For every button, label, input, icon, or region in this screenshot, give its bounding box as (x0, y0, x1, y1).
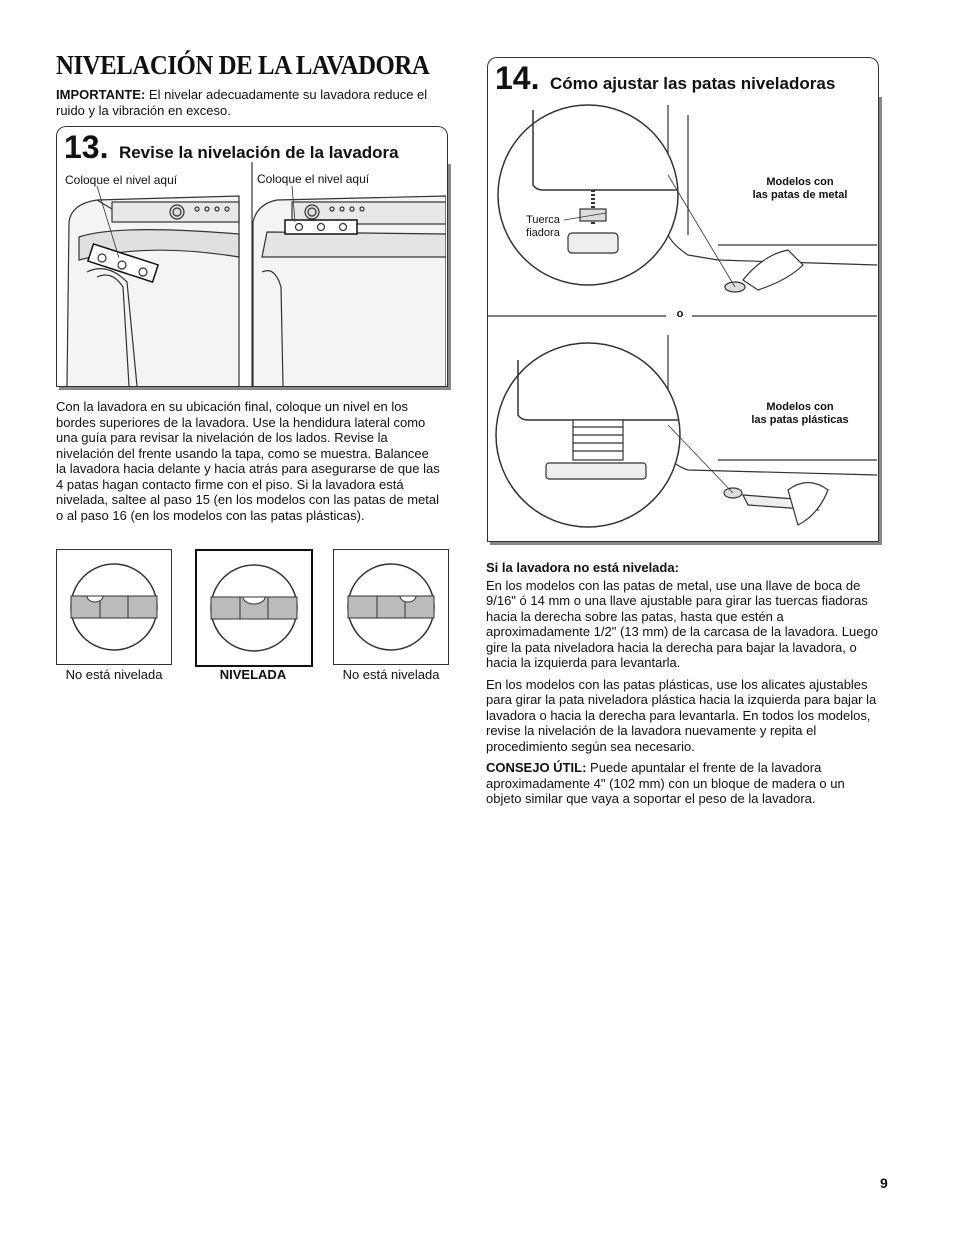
step13-header (64, 131, 399, 163)
metal-label-line2: las patas de metal (752, 189, 848, 201)
level-box-1 (56, 549, 172, 665)
not-level-heading: Si la lavadora no está nivelada: (486, 560, 679, 575)
important-note (56, 87, 456, 119)
bubble-level-icon (334, 550, 448, 664)
metal-label-line1: Modelos con (766, 176, 834, 188)
page-number: 9 (880, 1175, 888, 1191)
plastic-instructions: En los modelos con las patas plásticas, use los alicates ajustables para girar la pata niveladora plástica hacia la izquierda para bajar la lavadora o hacia la derecha para levantarla. En todos los modelos, revise la nivelación de la lavadora nuevamente y repita el procedimiento según sea necesario. (486, 676, 877, 754)
step14-title: Cómo ajustar las patas niveladoras (549, 74, 836, 93)
step14-body (486, 560, 882, 813)
tip (486, 760, 882, 807)
step13-title: Revise la nivelación de la lavadora (118, 143, 399, 162)
tip-text: Puede apuntalar el frente de la lavadora aproximadamente 4" (102 mm) con un bloque de madera o un objeto similar que vaya a soportar el peso de la lavadora. (486, 760, 845, 806)
bubble-level-icon (197, 551, 311, 665)
callout-left: Coloque el nivel aquí (65, 173, 178, 187)
step13-number: 13. (64, 129, 109, 165)
step13-body: Con la lavadora en su ubicación final, coloque un nivel en los bordes superiores de la lavadora. Use la hendidura lateral como una guía para revisar la nivelación de los lados. Revise la nivelación del frente usando la tapa, como se muestra. Balancee la lavadora hacia delante y hacia atrás para asegurarse de que las 4 patas hagan contacto firme con el piso. Si la lavadora está nivelada, saltee al paso 15 (en los modelos con las patas de metal o al paso 16 (en los modelos con las patas plásticas). (56, 399, 440, 523)
metal-models-label (730, 176, 870, 202)
level-label-3: No está nivelada (342, 667, 440, 682)
tip-label: CONSEJO ÚTIL: (486, 760, 587, 775)
level-box-2 (195, 549, 313, 667)
bubble-level-icon (57, 550, 171, 664)
divider-label: o (676, 308, 684, 320)
nut-label-line2: fiadora (526, 227, 560, 239)
important-label: IMPORTANTE: (56, 87, 146, 102)
step14-number: 14. (495, 60, 540, 96)
washer-right (253, 196, 446, 386)
nut-label (518, 214, 568, 240)
washer-left (67, 196, 239, 386)
metal-instructions: En los modelos con las patas de metal, use una llave de boca de 9/16" ó 14 mm o una llave ajustable para girar las tuercas fiadoras hacia la derecha sobre las patas, hasta que estén a aproximadamente 1/2" (13 mm) de la carcasa de la lavadora. Luego gire la pata niveladora hacia la derecha para bajar la lavadora, o hacia la izquierda para levantarla. (486, 577, 878, 670)
plastic-label-line2: las patas plásticas (751, 414, 849, 426)
callout-right: Coloque el nivel aquí (257, 172, 370, 186)
washer-illustration (57, 162, 446, 386)
level-label-1: No está nivelada (65, 667, 163, 682)
level-label-2: NIVELADA (219, 667, 287, 682)
step14-header (495, 62, 835, 94)
plastic-models-label (730, 401, 870, 427)
level-box-3 (333, 549, 449, 665)
nut-label-line1: Tuerca (526, 214, 560, 226)
plastic-label-line1: Modelos con (766, 401, 834, 413)
page-title: NIVELACIÓN DE LA LAVADORA (56, 50, 430, 80)
plastic-foot-view (496, 335, 877, 527)
important-text: El nivelar adecuadamente su lavadora reduce el ruido y la vibración en exceso. (56, 87, 428, 118)
